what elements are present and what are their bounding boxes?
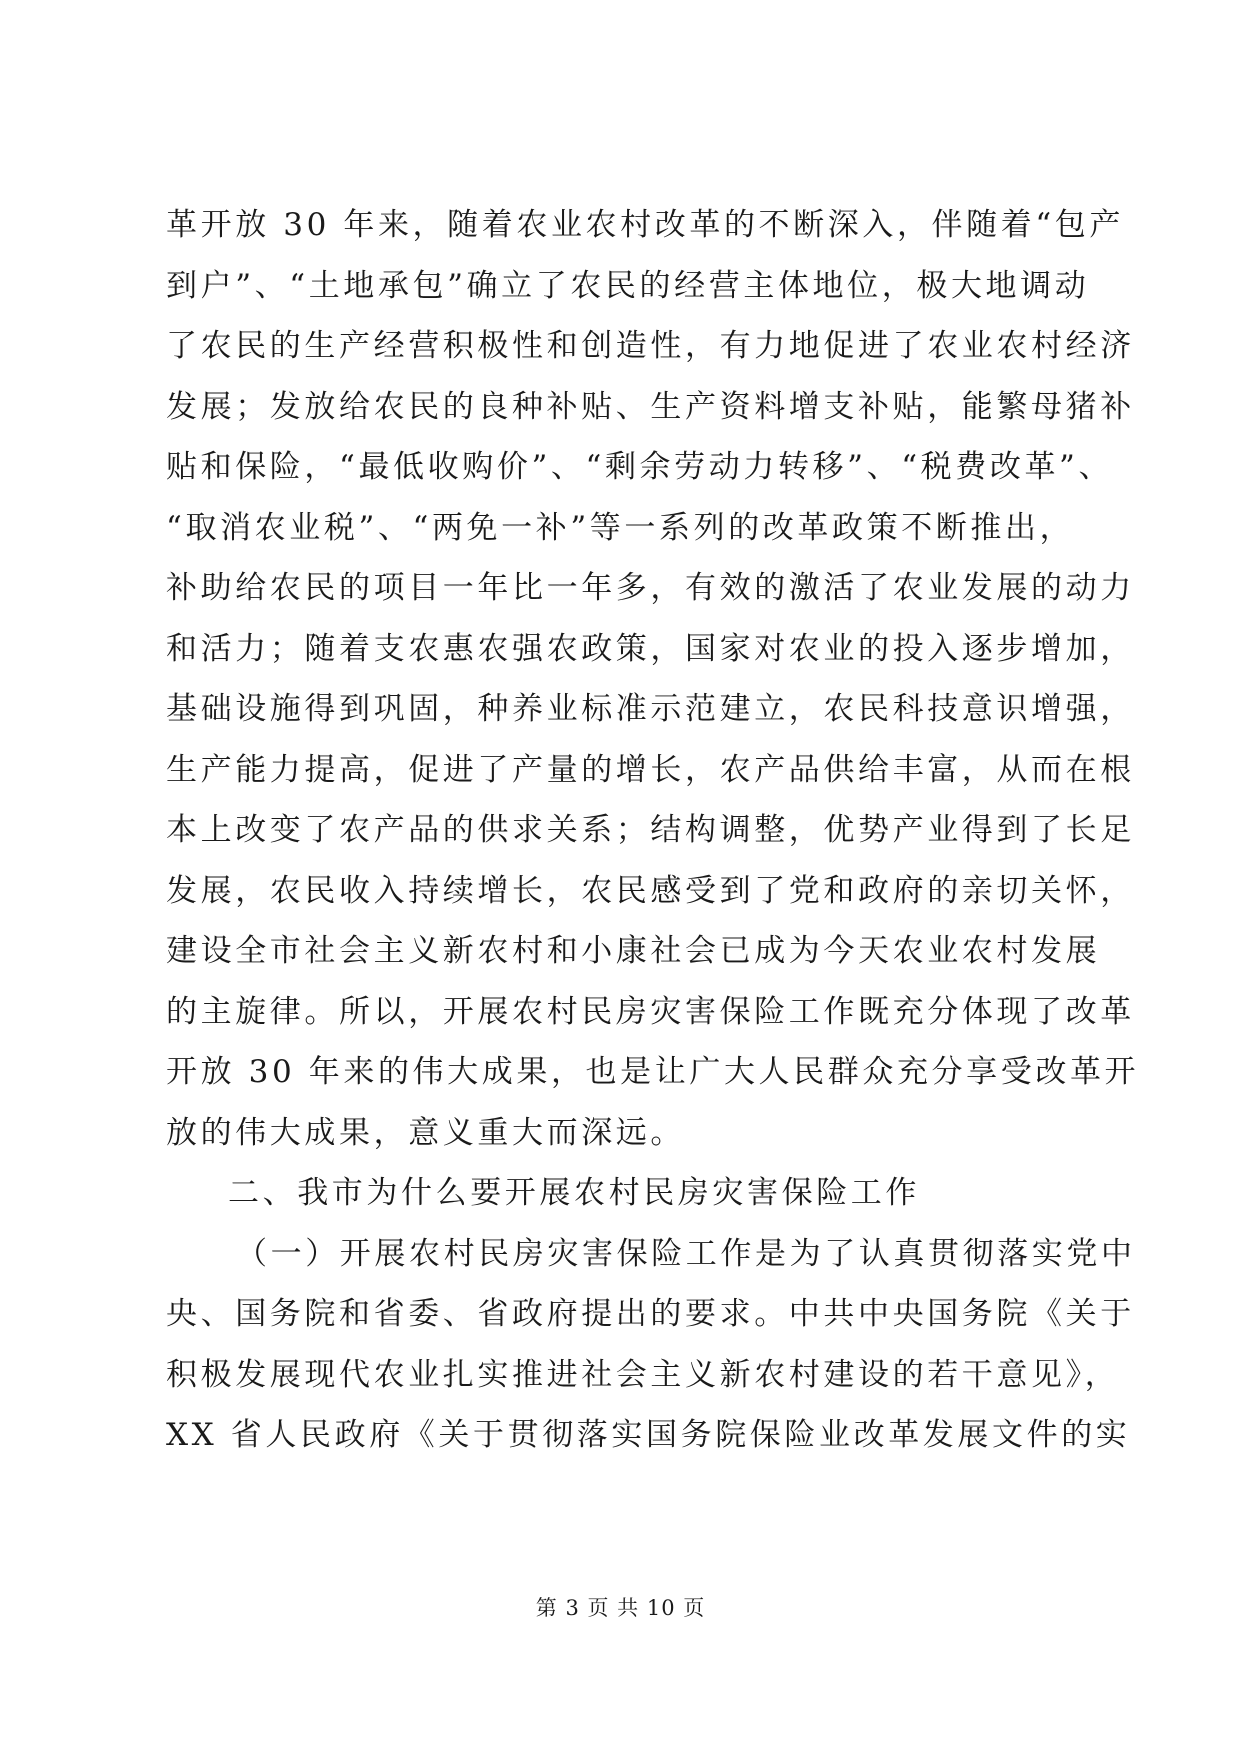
text-line: 到户”、“土地承包”确立了农民的经营主体地位，极大地调动 [166, 267, 1090, 304]
text-line: 基础设施得到巩固，种养业标准示范建立，农民科技意识增强， [166, 691, 1135, 727]
text-line: 建设全市社会主义新农村和小康社会已成为今天农业农村发展 [166, 933, 1101, 969]
text-line: 放的伟大成果，意义重大而深远。 [166, 1114, 685, 1151]
text-line: 补助给农民的项目一年比一年多，有效的激活了农业发展的动力 [166, 570, 1135, 606]
text-line: 开放 30 年来的伟大成果，也是让广大人民群众充分享受改革开 [166, 1054, 1140, 1090]
text-line: 了农民的生产经营积极性和创造性，有力地促进了农业农村经济 [166, 328, 1135, 364]
text-line: 发展，农民收入持续增长，农民感受到了党和政府的亲切关怀， [166, 872, 1135, 909]
text-line: 生产能力提高，促进了产量的增长，农产品供给丰富，从而在根 [166, 751, 1135, 788]
text-line: “取消农业税”、“两免一补”等一系列的改革政策不断推出， [166, 509, 1075, 546]
text-line: 革开放 30 年来，随着农业农村改革的不断深入，伴随着“包产 [166, 207, 1124, 243]
section-heading: 二、我市为什么要开展农村民房灾害保险工作 [228, 1175, 920, 1211]
text-line: 发展；发放给农民的良种补贴、生产资料增支补贴，能繁母猪补 [166, 388, 1135, 425]
text-line: （一）开展农村民房灾害保险工作是为了认真贯彻落实党中 [236, 1235, 1136, 1272]
text-line: 积极发展现代农业扎实推进社会主义新农村建设的若干意见》， [166, 1356, 1120, 1393]
body-text [166, 195, 1140, 1466]
text-line: 贴和保险，“最低收购价”、“剩余劳动力转移”、“税费改革”、 [166, 449, 1114, 485]
text-line: 央、国务院和省委、省政府提出的要求。中共中央国务院《关于 [166, 1296, 1135, 1332]
text-line: 本上改变了农产品的供求关系；结构调整，优势产业得到了长足 [166, 812, 1135, 848]
text-line: 和活力；随着支农惠农强农政策，国家对农业的投入逐步增加， [166, 630, 1135, 667]
text-line: XX 省人民政府《关于贯彻落实国务院保险业改革发展文件的实 [166, 1417, 1131, 1453]
page-number-footer: 第 3 页 共 10 页 [535, 1596, 706, 1620]
text-line: 的主旋律。所以，开展农村民房灾害保险工作既充分体现了改革 [166, 993, 1135, 1030]
